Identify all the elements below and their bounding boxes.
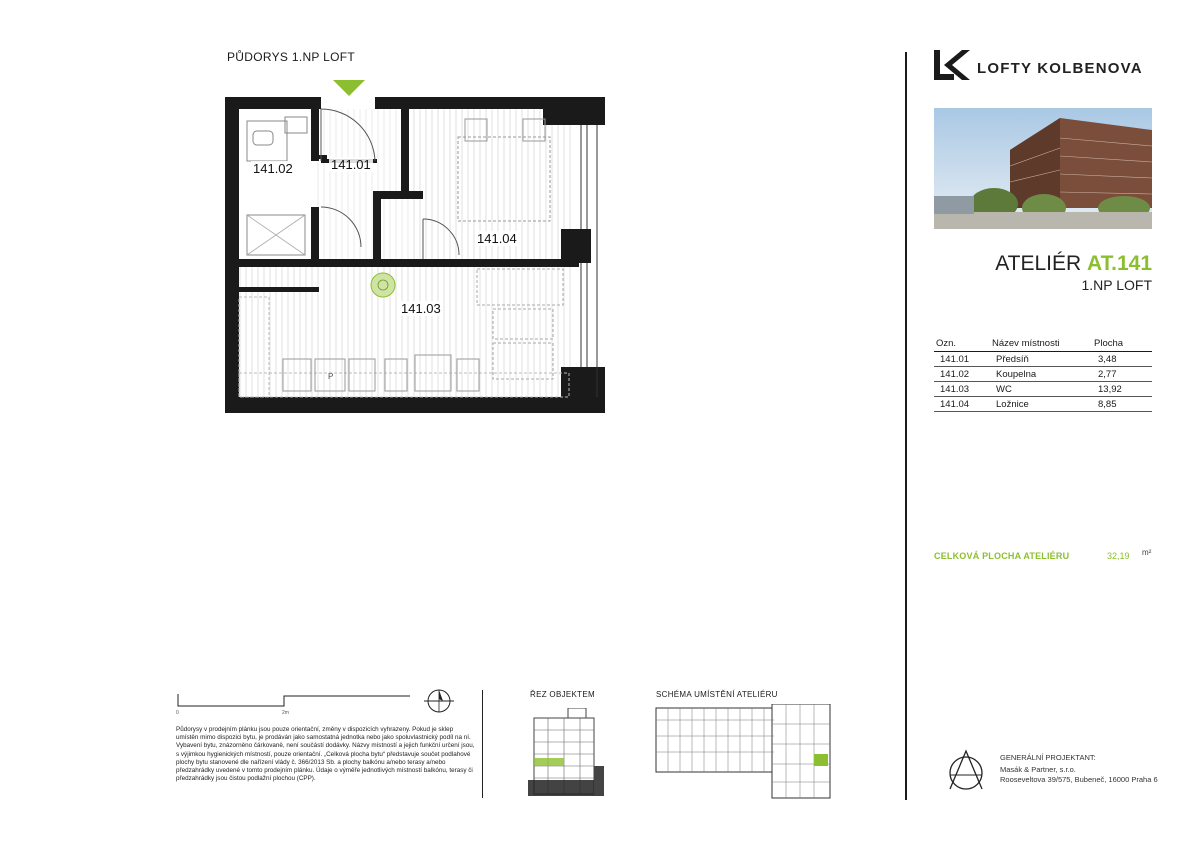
room-label-141-02: 141.02	[253, 161, 293, 176]
projektant-address: Rooseveltova 39/575, Bubeneč, 16000 Praha 6	[1000, 775, 1158, 784]
total-area-value: 32,19	[1107, 551, 1130, 561]
entrance-arrow-icon	[333, 80, 365, 96]
scale-zero: 0	[176, 710, 179, 716]
unit-code: AT.141	[1087, 252, 1152, 275]
projektant-logo-icon	[944, 745, 988, 802]
scale-end: 2m	[282, 710, 289, 716]
plan-title: PŮDORYS 1.NP LOFT	[227, 50, 356, 64]
lk-logo-icon	[934, 50, 970, 85]
unit-title	[995, 252, 1152, 276]
col-header-code: Ozn.	[934, 336, 990, 352]
living-floor	[235, 265, 575, 401]
table-row	[934, 382, 1152, 397]
table-header-row	[934, 336, 1152, 352]
room-label-141-04: 141.04	[477, 231, 517, 246]
table-row	[934, 367, 1152, 382]
table-row	[934, 352, 1152, 367]
col-header-name: Název místnosti	[990, 336, 1092, 352]
legend-note: Půdorysy v prodejním plánku jsou pouze orientační, změny v dispozicích vyhrazeny. Pokud je sklep umístěn mimo dispozici bytu, je prodáván jako samostatná jednotka nebo jako spoluvlastnický podíl na ní. Vybavení bytu, znázorněno čárkovaně, není součástí dodávky. Názvy místností a jejich funkční určení jsou, s výjimkou hygienických místností, pouze orientační. „Celková plocha bytu“ představuje součet podlahové plochy bytu stanovené dle nařízení vlády č. 366/2013 Sb. a plochy balkónu a/nebo terasy a/nebo předzahrádky uvedené v tomto prodejním plánku. Údaje o výměře jednotlivých místností balkónu, terasy či předzahrádky jsou čistou podlažní plochou (CPP).	[176, 726, 475, 783]
parking-mark: P	[328, 372, 334, 381]
plant-icon	[371, 273, 395, 297]
cell-area: 13,92	[1092, 382, 1152, 397]
cell-name: Předsíň	[990, 352, 1092, 367]
cell-name: Koupelna	[990, 367, 1092, 382]
location-schema-drawing	[654, 704, 834, 805]
cell-code: 141.04	[934, 397, 990, 412]
floor-plan-drawing	[225, 97, 605, 413]
floor-plan	[225, 97, 605, 413]
total-area-unit: m²	[1142, 548, 1152, 557]
projektant-title: GENERÁLNÍ PROJEKTANT:	[1000, 753, 1096, 762]
cell-name: Ložnice	[990, 397, 1092, 412]
section-title: ŘEZ OBJEKTEM	[530, 690, 595, 699]
room-label-141-01: 141.01	[331, 157, 371, 172]
column-divider	[905, 52, 907, 800]
legend-divider	[482, 690, 483, 798]
total-area-label: CELKOVÁ PLOCHA ATELIÉRU	[934, 551, 1070, 561]
cell-area: 8,85	[1092, 397, 1152, 412]
north-arrow-icon	[424, 686, 454, 721]
cell-area: 2,77	[1092, 367, 1152, 382]
room-label-141-03: 141.03	[401, 301, 441, 316]
col-header-area: Plocha	[1092, 336, 1152, 352]
cell-code: 141.01	[934, 352, 990, 367]
rooms-table	[934, 336, 1152, 412]
cell-code: 141.03	[934, 382, 990, 397]
unit-floor: 1.NP LOFT	[1081, 277, 1152, 293]
brand-name: LOFTY KOLBENOVA	[977, 60, 1143, 77]
cell-name: WC	[990, 382, 1092, 397]
unit-location-marker	[814, 754, 828, 766]
building-render-image	[934, 108, 1152, 229]
table-row	[934, 397, 1152, 412]
cell-area: 3,48	[1092, 352, 1152, 367]
cell-code: 141.02	[934, 367, 990, 382]
projektant-name: Masák & Partner, s.r.o.	[1000, 765, 1076, 774]
unit-prefix: ATELIÉR	[995, 252, 1082, 275]
scale-bar	[176, 694, 416, 717]
building-section-drawing	[528, 708, 608, 805]
schema-title: SCHÉMA UMÍSTĚNÍ ATELIÉRU	[656, 690, 778, 699]
